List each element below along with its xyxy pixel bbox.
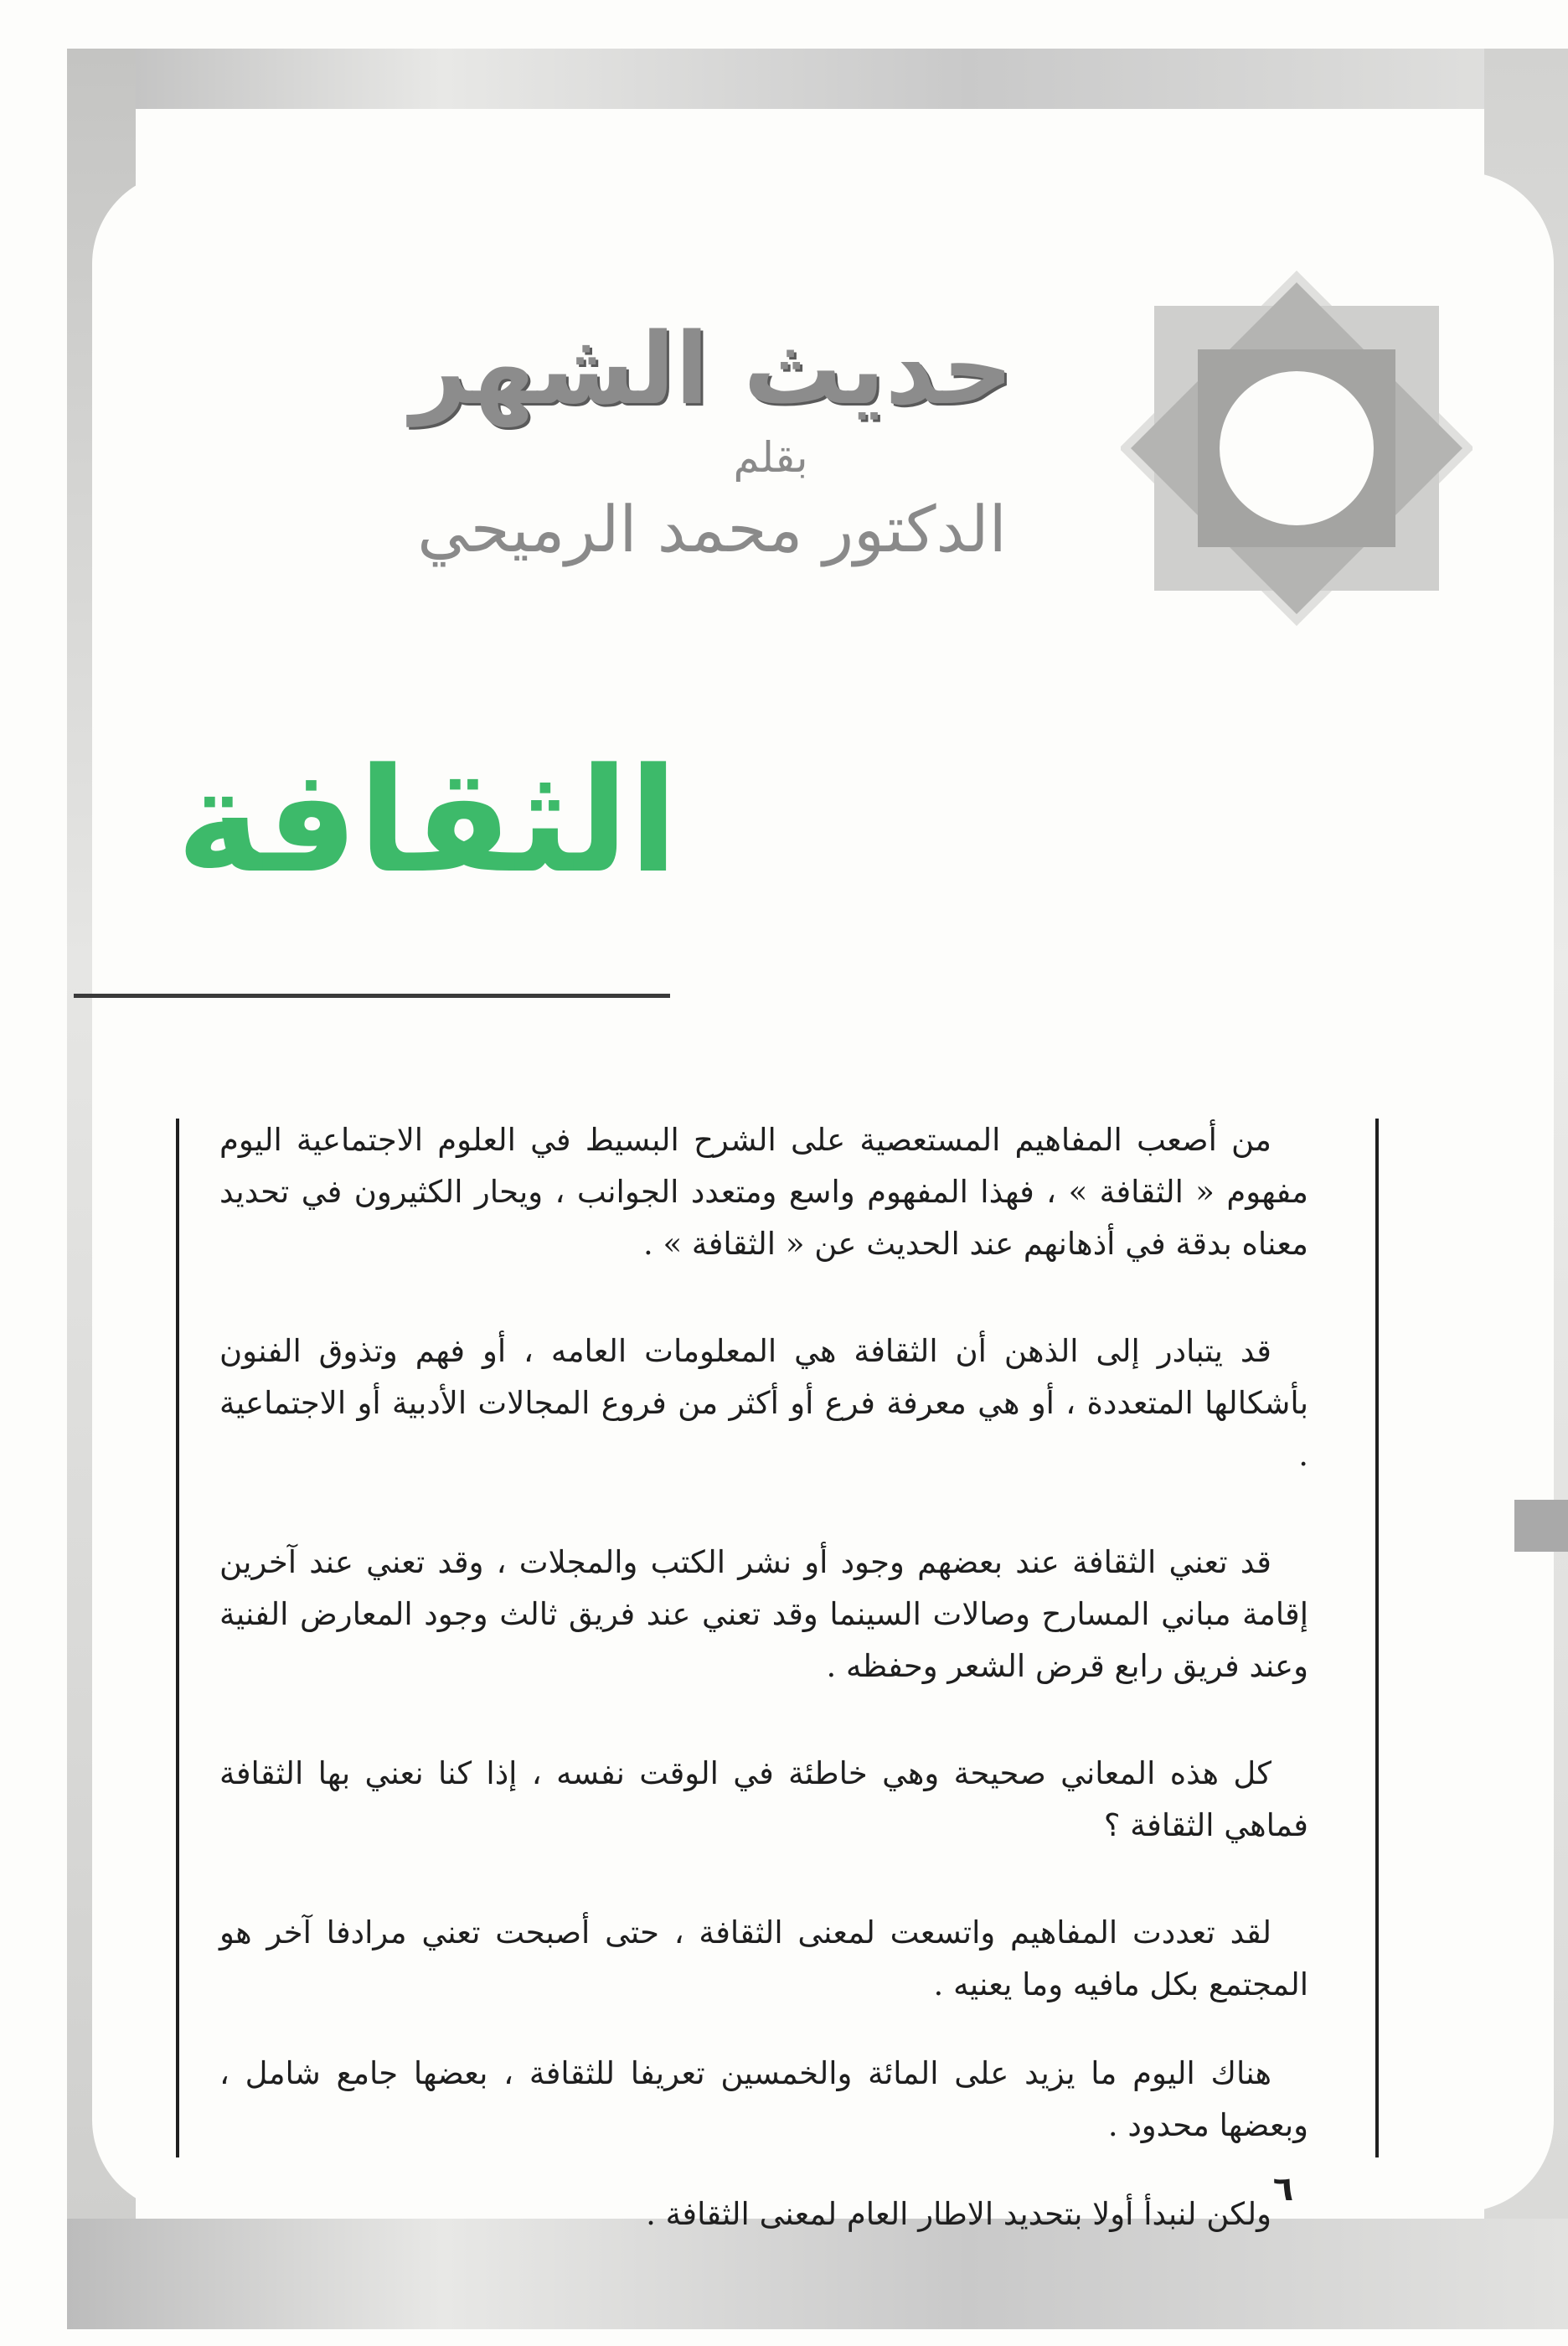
- paragraph: ولكن لنبدأ أولا بتحديد الاطار العام لمعنى الثقافة .: [646, 2196, 1271, 2232]
- star-emblem-icon: [1121, 251, 1473, 670]
- top-gray-band: [67, 49, 1568, 109]
- side-tab-marker: [1514, 1500, 1568, 1552]
- paragraph: كل هذه المعاني صحيحة وهي خاطئة في الوقت نفسه ، إذا كنا نعني بها الثقافة فماهي الثقافة ؟: [219, 1755, 1308, 1843]
- left-column-rule: [176, 1119, 179, 2157]
- paragraph: من أصعب المفاهيم المستعصية على الشرح البسيط في العلوم الاجتماعية اليوم مفهوم « الثقافة » ، فهذا المفهوم واسع ومتعدد الجوانب ، ويحار الكثيرون في تحديد معناه بدقة في أذهانهم عند الحديث عن « الثقافة » .: [219, 1122, 1308, 1262]
- paragraph: هناك اليوم ما يزيد على المائة والخمسين تعريفا للثقافة ، بعضها جامع شامل ، وبعضها محدود .: [219, 2055, 1308, 2143]
- paragraph: قد يتبادر إلى الذهن أن الثقافة هي المعلومات العامه ، أو فهم وتذوق الفنون بأشكالها المتعددة ، أو هي معرفة فرع أو أكثر من فروع المجالات الأدبية أو الاجتماعية .: [219, 1333, 1308, 1473]
- column-title: حديث الشهر: [410, 311, 1014, 426]
- paragraph: لقد تعددت المفاهيم واتسعت لمعنى الثقافة ، حتى أصبحت تعني مرادفا آخر هو المجتمع بكل مافيه وما يعنيه .: [219, 1915, 1308, 2002]
- right-column-rule: [1375, 1119, 1379, 2157]
- paragraph: قد تعني الثقافة عند بعضهم وجود أو نشر الكتب والمجلات ، وقد تعني عند آخرين إقامة مباني المسارح وصالات السينما وقد تعني عند فريق ثالث وجود المعارض الفنية وعند فريق رابع قرض الشعر وحفظه .: [219, 1544, 1308, 1684]
- page-number: ٦: [1272, 2170, 1294, 2209]
- author-name: الدكتور محمد الرميحي: [417, 492, 1007, 566]
- title-rule-divider: [74, 994, 670, 998]
- column-emblem: [1121, 251, 1473, 670]
- byline: بقلم: [733, 433, 808, 482]
- article-body: [219, 1114, 1308, 2240]
- article-title: الثقافة: [176, 736, 678, 905]
- column-header: [369, 310, 1055, 571]
